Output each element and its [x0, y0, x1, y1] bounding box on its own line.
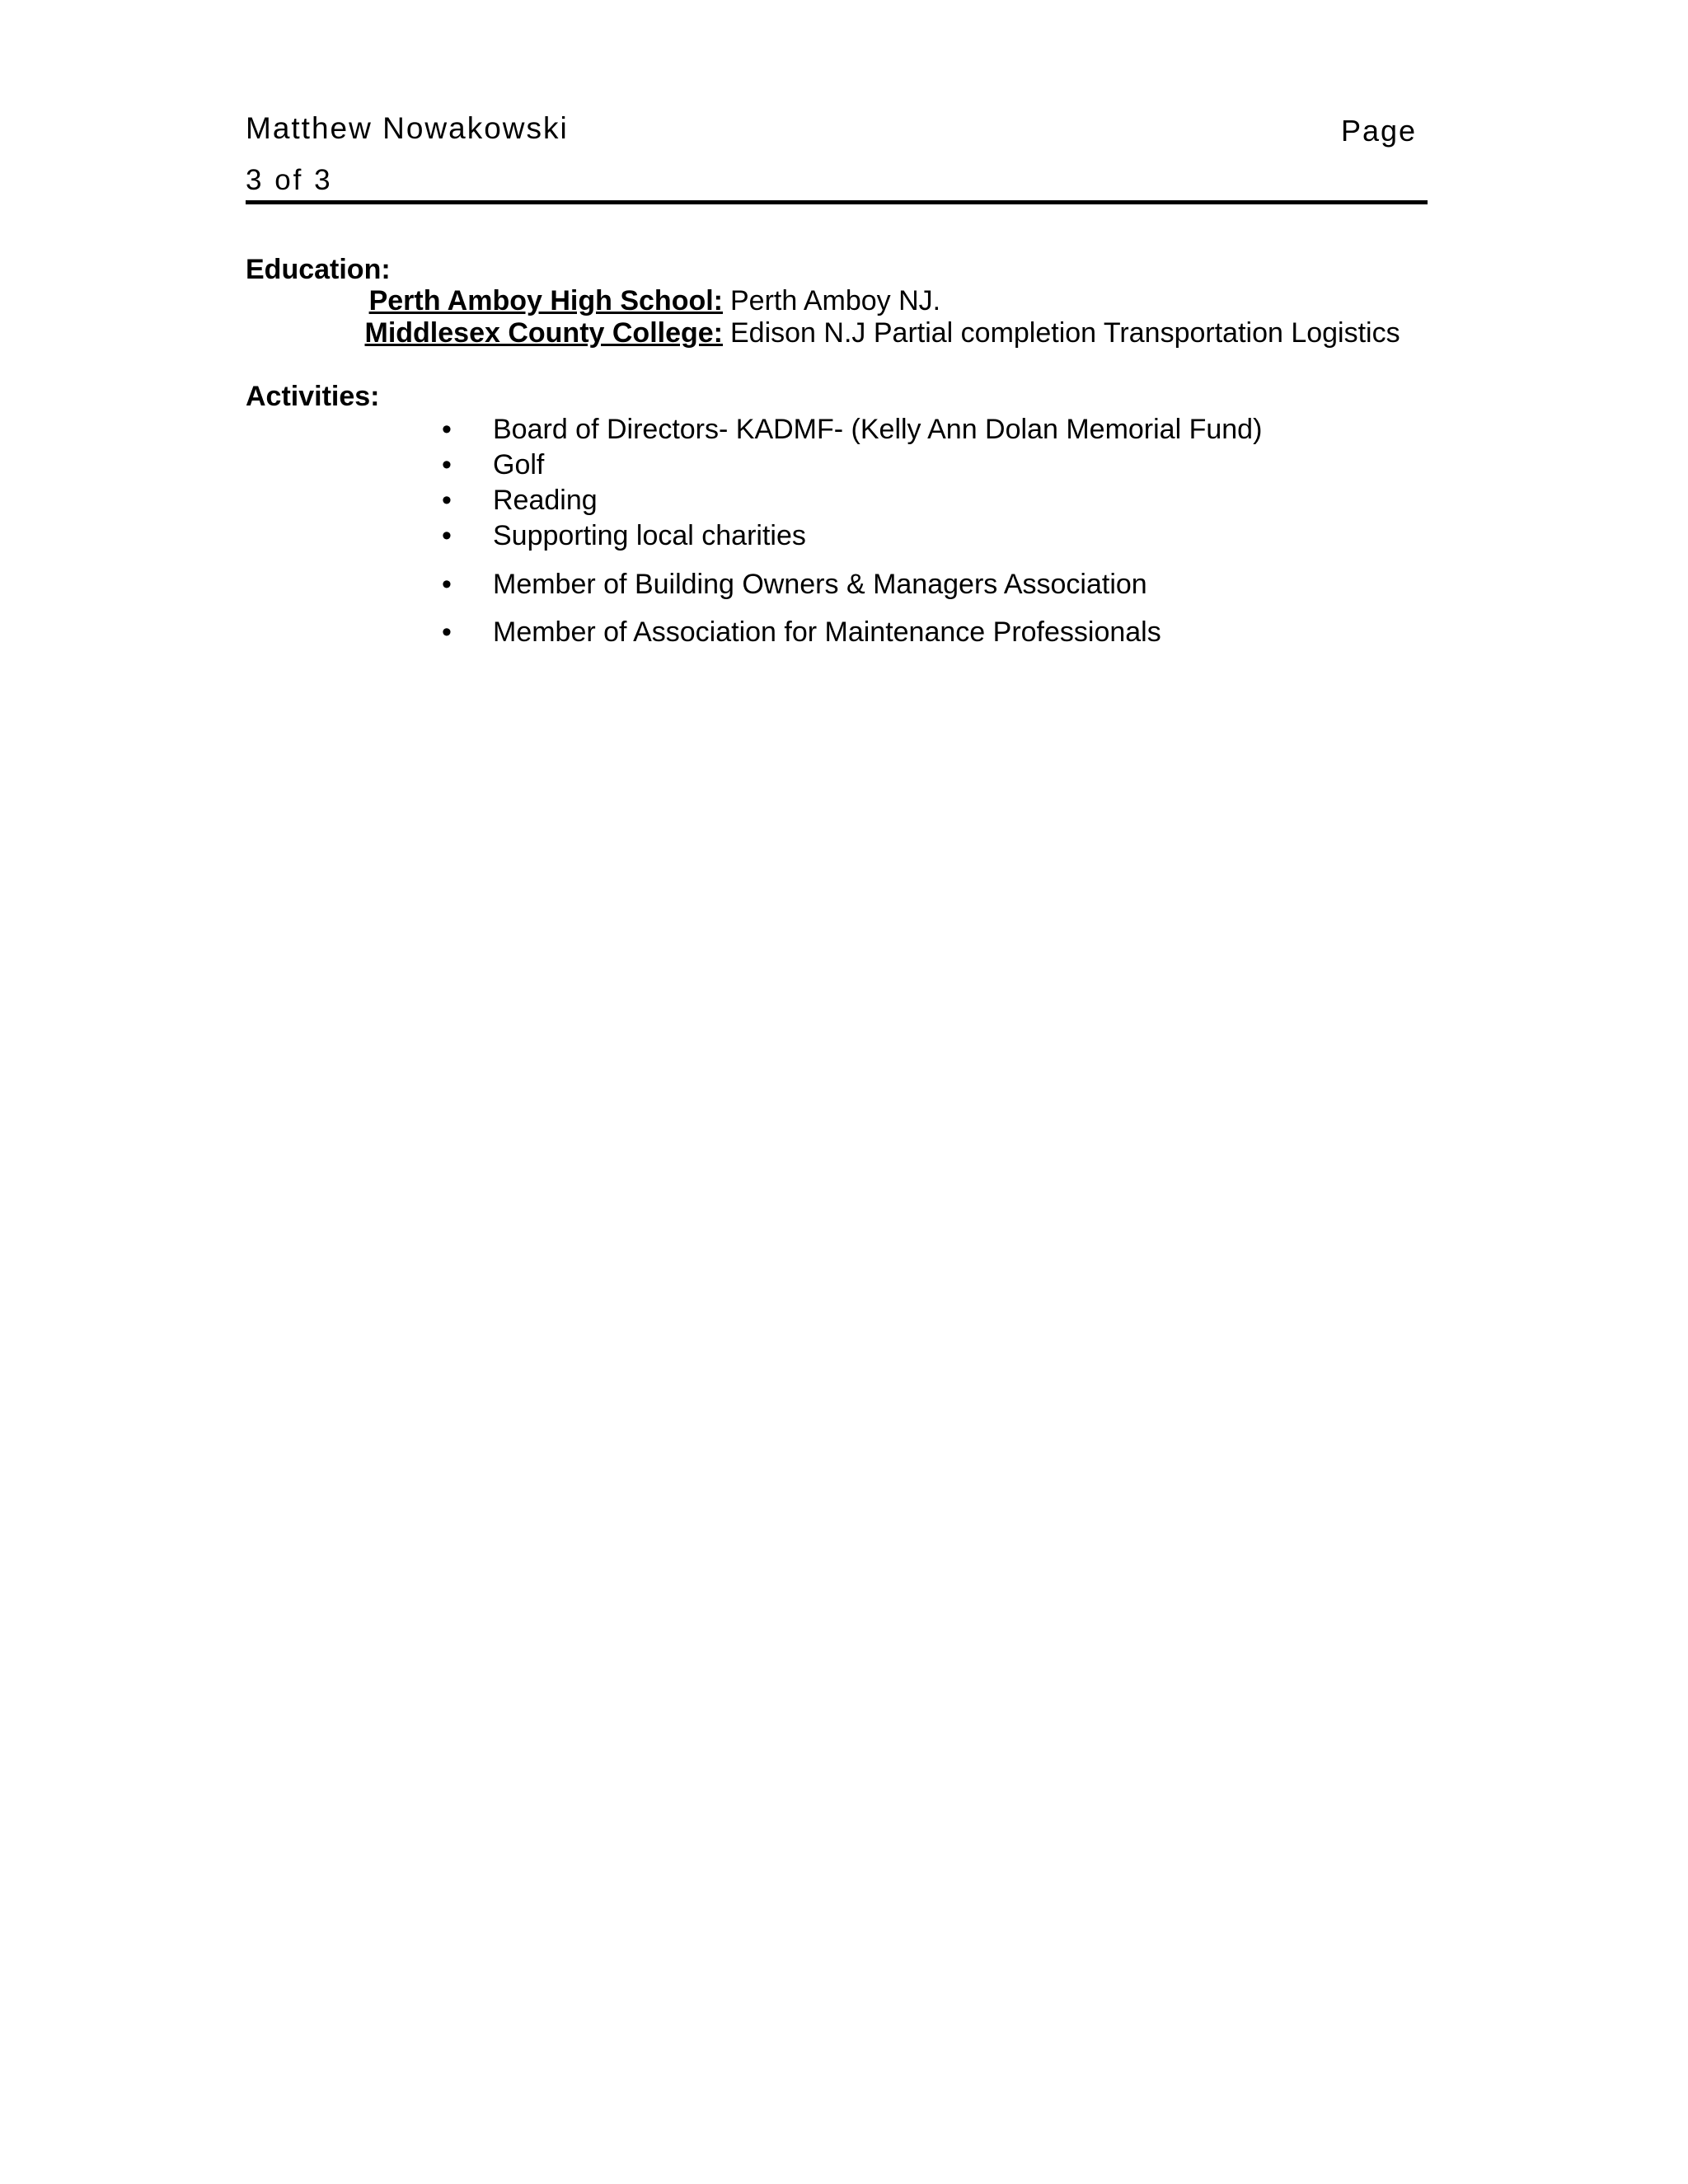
- bullet-icon: •: [442, 449, 452, 480]
- education-detail: Edison N.J Partial completion Transportation Logistics: [730, 317, 1400, 349]
- header-page-label: Page: [1341, 114, 1418, 148]
- header-divider: [246, 200, 1428, 204]
- bullet-icon: •: [442, 569, 452, 600]
- activity-text: Board of Directors- KADMF- (Kelly Ann Dolan Memorial Fund): [493, 414, 1263, 445]
- activity-text: Member of Building Owners & Managers Association: [493, 569, 1147, 600]
- education-school: Perth Amboy High School:: [368, 285, 723, 316]
- activity-text: Supporting local charities: [493, 520, 806, 551]
- header-name: Matthew Nowakowski: [246, 111, 569, 145]
- education-heading: Education:: [246, 254, 391, 285]
- bullet-icon: •: [442, 616, 452, 648]
- activity-text: Member of Association for Maintenance Professionals: [493, 616, 1161, 648]
- bullet-icon: •: [442, 520, 452, 551]
- bullet-icon: •: [442, 485, 452, 516]
- activity-text: Reading: [493, 485, 598, 516]
- header-page-number: 3 of 3: [246, 164, 333, 196]
- bullet-icon: •: [442, 414, 452, 445]
- education-school: Middlesex County College:: [364, 317, 723, 349]
- activities-heading: Activities:: [246, 381, 380, 412]
- activity-text: Golf: [493, 449, 545, 480]
- education-detail: Perth Amboy NJ.: [730, 285, 941, 316]
